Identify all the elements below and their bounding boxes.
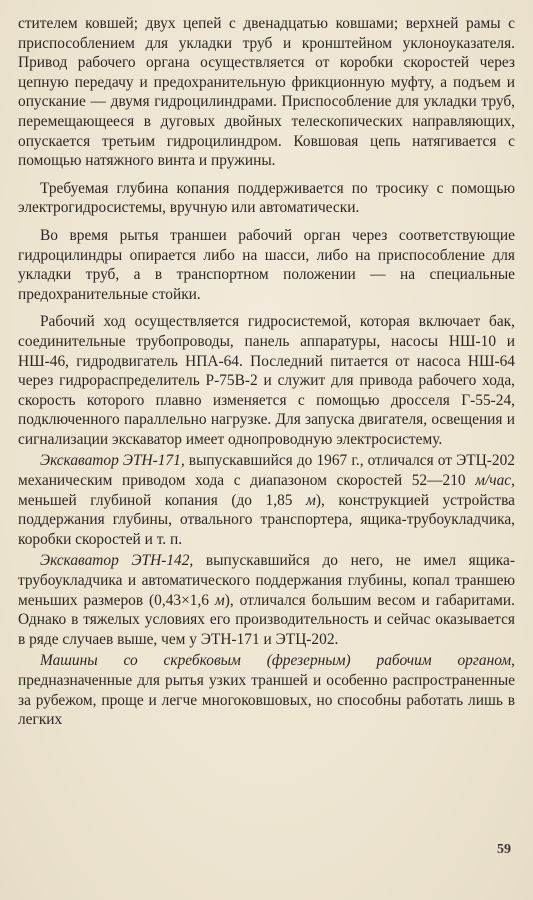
- paragraph-5: [18, 451, 515, 549]
- paragraph-5-text-3: ), конструкцией устройства поддержания глубины, отвального транспортера, ящика-трубоукладчика, коробки скоростей и т. п.: [18, 491, 516, 548]
- paragraph-2-text: Требуемая глубина копания поддерживается по тросику с помощью электрогидросистемы, вручную или автоматически.: [18, 179, 515, 217]
- paragraph-6: [18, 551, 515, 649]
- paragraph-6-text-2: ), отличался большим весом и габаритами. Однако в тяжелых условиях его производительность и сейчас оказывается в ряде случаев выше, чем у ЭТН-171 и ЭТЦ-202.: [18, 591, 516, 648]
- paragraph-5-lead: Экскаватор ЭТН-171,: [40, 452, 185, 470]
- paragraph-6-text: выпускавшийся до него, не имел ящика-трубоукладчика и автоматического поддержания глубины, копал траншею меньших размеров (0,43×1,6: [18, 552, 515, 609]
- page-number: 59: [497, 842, 511, 857]
- paragraph-5-text: выпускавшийся до 1967 г., отличался от ЭТЦ-202 механическим приводом хода с диапазоном скоростей 52—210: [18, 452, 515, 490]
- paragraph-7-text: предназначенные для рытья узких траншей и особенно распространенные за рубежом, проще и легче многоковшовых, но способны работать лишь в легких: [18, 672, 515, 729]
- paragraph-5-unit: м/час,: [475, 472, 515, 490]
- paragraph-3: [18, 226, 515, 304]
- paragraph-3-text: Во время рытья траншеи рабочий орган через соответствующие гидроцилиндры опирается либо на шасси, либо на приспособление для укладки труб, а в транспортном положении — на специальные предохранительные стойки.: [18, 226, 515, 303]
- paragraph-1: [18, 14, 515, 171]
- paragraph-5-unit-2: м: [306, 491, 316, 509]
- body-text: [18, 14, 515, 732]
- paragraph-4: [18, 312, 515, 449]
- paragraph-2: [18, 179, 515, 218]
- paragraph-4-text: Рабочий ход осуществляется гидросистемой, которая включает бак, соединительные трубопроводы, панель аппаратуры, насосы НШ-10 и НШ-46, гидродвигатель НПА-64. Последний питается от насоса НШ-64 через гидрораспределитель Р-75В-2 и служит для привода рабочего хода, скорость которого плавно изменяется с помощью дросселя Г-55-24, подключенного параллельно нагрузке. Для запуска двигателя, освещения и сигнализации экскаватор имеет однопроводную электросистему.: [18, 313, 515, 448]
- paragraph-7-lead: Машины со скребковым (фрезерным) рабочим органом,: [40, 652, 515, 670]
- paragraph-1-text: стителем ковшей; двух цепей с двенадцатью ковшами; верхней рамы с приспособлением для укладки труб и кронштейном уклоноуказателя. Привод рабочего органа осуществляется от коробки скоростей через цепную передачу и предохранительную фрикционную муфту, а подъем и опускание — двумя гидроцилиндрами. Приспособление для укладки труб, перемещающееся в дуговых двойных телескопических направляющих, опускается третьим гидроцилиндром. Ковшовая цепь натягивается с помощью натяжного винта и пружины.: [18, 15, 515, 170]
- paragraph-6-unit: м: [214, 591, 225, 609]
- paragraph-7: [18, 651, 515, 729]
- paragraph-5-text-2: меньшей глубиной копания (до 1,85: [18, 491, 307, 509]
- paragraph-6-lead: Экскаватор ЭТН-142,: [40, 552, 194, 570]
